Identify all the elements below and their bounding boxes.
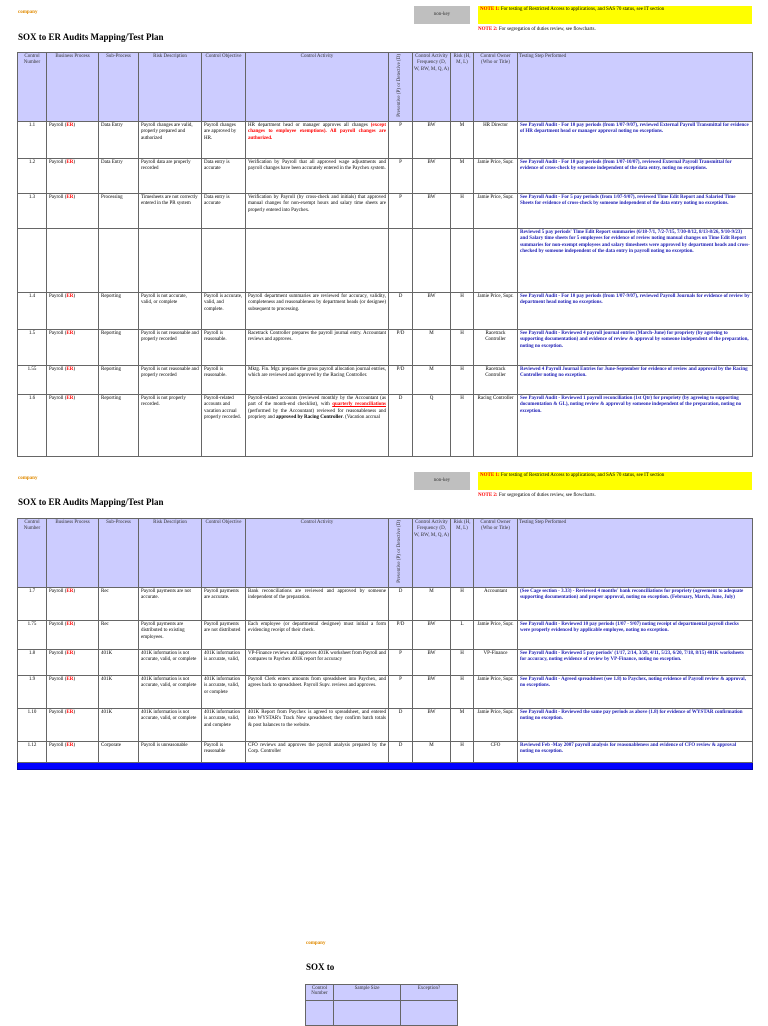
table-footer-bar	[18, 763, 753, 770]
control-activity-cell: Racetrack Controller prepares the payroll journal entry. Accountant reviews and approves.	[246, 330, 389, 366]
sub-process-cell: 401K	[99, 709, 139, 742]
testing-step-cell: See Payroll Audit - Reviewed the same pay periods as above (1.8) for evidence of WYSTAR confirmation noting no exception.	[518, 709, 753, 742]
header-frequency: Control Activity Frequency (D, W, BW, M, Q, A)	[413, 519, 451, 588]
risk-cell: H	[451, 650, 474, 676]
risk-description-cell: Payroll is not properly recorded.	[139, 395, 202, 457]
risk-description-cell: Payroll is unreasonable	[139, 742, 202, 763]
table-row	[18, 395, 753, 457]
header-business-process: Business Process	[47, 53, 99, 122]
preventive-detective-cell: D	[389, 588, 413, 621]
control-number-cell: 1.75	[18, 621, 47, 650]
control-activity-cell: Each employee (or departmental designee) must initial a form evidencing receipt of their check.	[246, 621, 389, 650]
frequency-cell: M	[413, 742, 451, 763]
risk-cell: H	[451, 742, 474, 763]
control-number-cell: 1.9	[18, 676, 47, 709]
header-risk-description: Risk Description	[139, 53, 202, 122]
company-label: company	[18, 10, 38, 15]
header-control-number: Control Number	[18, 53, 47, 122]
sub-process-cell: Reporting	[99, 366, 139, 395]
non-key-badge: non-key	[414, 6, 470, 24]
control-owner-cell: Jamie Price, Supr.	[474, 293, 518, 330]
control-number-cell	[18, 229, 47, 293]
header-control-number: Control Number	[306, 985, 334, 1001]
control-activity-cell: Payroll-related accounts (reviewed monthly by the Accountant (as part of the month-end checklist), with quarterly reconciliations (performed by the Accountant) reviewed for reasonableness and propriety and approved by Racing Controller. (Vacation accrual	[246, 395, 389, 457]
preventive-detective-cell: D	[389, 395, 413, 457]
testing-step-cell: See Payroll Audit - Reviewed 5 pay periods' (1/17, 2/14, 3/28, 4/11, 5/23, 6/20, 7/18, 8/15) 401K worksheets for accuracy, noting evidence of review by VP-Finance, noting no exception.	[518, 650, 753, 676]
page-title-3: SOX to	[306, 962, 335, 972]
control-objective-cell: Payroll payments are accurate.	[202, 588, 246, 621]
test-plan-table-2	[17, 518, 753, 770]
control-number-cell: 1.5	[18, 330, 47, 366]
control-activity-cell: 401K Report from Paychex is agreed to spreadsheet, and entered into WYSTAR's Track Now spreadsheet; they confirm batch totals & post balances to the website.	[246, 709, 389, 742]
control-owner-cell: VP-Finance	[474, 650, 518, 676]
control-owner-cell: Jamie Price, Supr.	[474, 194, 518, 229]
frequency-cell: BW	[413, 709, 451, 742]
header-frequency: Control Activity Frequency (D, W, BW, M, Q, A)	[413, 53, 451, 122]
frequency-cell: Q	[413, 395, 451, 457]
risk-cell: M	[451, 122, 474, 159]
frequency-cell: BW	[413, 194, 451, 229]
table-row	[18, 709, 753, 742]
control-objective-cell: Payroll is accurate, valid, and complete.	[202, 293, 246, 330]
risk-cell: H	[451, 395, 474, 457]
risk-cell: M	[451, 709, 474, 742]
control-activity-cell: Mktg. Fin. Mgr. prepares the gross payroll allocation journal entries, which are reviewed and approved by the Racing Controller.	[246, 366, 389, 395]
control-objective-cell: 401K information is accurate, valid,	[202, 650, 246, 676]
testing-step-cell: Reviewed 4 Payroll Journal Entries for June-September for evidence of review and approval by the Racing Controller noting no exception.	[518, 366, 753, 395]
control-activity-cell: Payroll Clerk enters amounts from spreadsheet into Paychex, and agrees back to spreadsheet. Payroll Supv. reviews and approves.	[246, 676, 389, 709]
sub-process-cell	[99, 229, 139, 293]
business-process-cell: Payroll (ER)	[47, 621, 99, 650]
testing-step-cell: See Payroll Audit - For 5 pay periods (from 1/07-9/07), reviewed Time Edit Report and Salaried Time Sheets for evidence of cross-check by someone independent of the data entry noting no exceptions.	[518, 194, 753, 229]
risk-description-cell: Payroll is not accurate, valid, or complete	[139, 293, 202, 330]
control-number-cell: 1.12	[18, 742, 47, 763]
control-activity-cell: Bank reconciliations are reviewed and approved by someone independent of the preparation.	[246, 588, 389, 621]
sub-process-cell: Reporting	[99, 293, 139, 330]
control-owner-cell: CFO	[474, 742, 518, 763]
header-risk-description: Risk Description	[139, 519, 202, 588]
control-number-cell: 1.10	[18, 709, 47, 742]
table-row	[18, 742, 753, 763]
risk-cell: H	[451, 330, 474, 366]
control-objective-cell: Payroll payments are not distributed	[202, 621, 246, 650]
sub-process-cell: Reporting	[99, 330, 139, 366]
control-objective-cell: Payroll is reasonable.	[202, 330, 246, 366]
frequency-cell	[413, 229, 451, 293]
testing-step-cell: See Payroll Audit - For 10 pay periods (from 1/07-9/07), reviewed Payroll Journals for evidence of review by department head noting no exceptions.	[518, 293, 753, 330]
control-owner-cell: Jamie Price, Supr.	[474, 676, 518, 709]
control-objective-cell: 401K information is accurate, valid, or complete	[202, 676, 246, 709]
testing-step-cell: Reviewed Feb -May 2007 payroll analysis for reasonableness and evidence of CFO review & approval noting no exception.	[518, 742, 753, 763]
business-process-cell: Payroll (ER)	[47, 122, 99, 159]
control-activity-cell: CFO reviews and approves the payroll analysis prepared by the Corp. Controller	[246, 742, 389, 763]
company-label-3: company	[306, 941, 326, 946]
header-control-objective: Control Objective	[202, 519, 246, 588]
frequency-cell: BW	[413, 293, 451, 330]
frequency-cell: BW	[413, 621, 451, 650]
control-number-cell: 1.2	[18, 159, 47, 194]
risk-description-cell	[139, 229, 202, 293]
testing-step-cell: See Payroll Audit - Reviewed 4 payroll journal entries (March-June) for propriety (by agreeing to supporting documentation) and evidence of review & approval by someone independent of the preparation, noting no exception.	[518, 330, 753, 366]
footer-bar-cell	[18, 763, 753, 770]
control-number-cell: 1.8	[18, 650, 47, 676]
testing-step-cell: See Payroll Audit - For 10 pay periods (from 1/07-10/07), reviewed External Payroll Transmittal for evidence of cross-check by someone independent of the data entry, noting no exceptions.	[518, 159, 753, 194]
testing-step-cell: See Payroll Audit - Reviewed 1 payroll reconciliation (1st Qtr) for propriety (by agreeing to supporting documentation & GL), noting review & approval by someone independent of the preparation, noting no exception.	[518, 395, 753, 457]
risk-cell: H	[451, 366, 474, 395]
table-row	[18, 194, 753, 229]
table-row	[18, 588, 753, 621]
preventive-detective-cell	[389, 229, 413, 293]
risk-description-cell: Payroll payments are distributed to existing employees.	[139, 621, 202, 650]
header-control-objective: Control Objective	[202, 53, 246, 122]
test-plan-table	[17, 52, 753, 457]
table-row	[18, 650, 753, 676]
preventive-detective-cell: P/D	[389, 366, 413, 395]
frequency-cell: BW	[413, 159, 451, 194]
control-owner-cell	[474, 229, 518, 293]
risk-description-cell: Payroll is not reasonable and properly recorded	[139, 330, 202, 366]
sub-process-cell: 401K	[99, 650, 139, 676]
control-owner-cell: Jamie Price, Supr.	[474, 709, 518, 742]
header-testing-step: Testing Step Performed	[518, 53, 753, 122]
risk-description-cell: Payroll changes are valid, properly prepared and authorized	[139, 122, 202, 159]
header-testing-step: Testing Step Performed	[518, 519, 753, 588]
control-activity-cell	[246, 229, 389, 293]
header-sample-size: Sample Size	[334, 985, 401, 1001]
control-objective-cell: Payroll-related accounts and vacation accrual properly recorded.	[202, 395, 246, 457]
control-activity-cell: Verification by Payroll (by cross-check and initials) that approved manual changes for non-exempt hours and salary time sheets are properly entered into Paychex.	[246, 194, 389, 229]
risk-description-cell: 401K information is not accurate, valid, or complete	[139, 650, 202, 676]
control-objective-cell: Payroll is reasonable	[202, 742, 246, 763]
table-row	[18, 330, 753, 366]
table-row	[18, 229, 753, 293]
control-number-cell: 1.1	[18, 122, 47, 159]
frequency-cell: BW	[413, 676, 451, 709]
risk-cell: H	[451, 676, 474, 709]
preventive-detective-cell: D	[389, 709, 413, 742]
risk-description-cell: 401K information is not accurate, valid, or complete	[139, 709, 202, 742]
empty-cell	[306, 1001, 334, 1026]
frequency-cell: BW	[413, 650, 451, 676]
note-2: NOTE 2: For segregation of duties review, see flowcharts.	[478, 27, 596, 32]
header-control-owner: Control Owner (Who or Title)	[474, 53, 518, 122]
control-activity-cell: HR department head or manager approves all changes (except changes to employee exemptions). All payroll changes are authorized.	[246, 122, 389, 159]
frequency-cell: M	[413, 330, 451, 366]
control-owner-cell: Jamie Price, Supr.	[474, 621, 518, 650]
sub-process-cell: 401K	[99, 676, 139, 709]
risk-description-cell: Payroll data are properly recorded	[139, 159, 202, 194]
risk-cell: L	[451, 621, 474, 650]
frequency-cell: BW	[413, 122, 451, 159]
header-risk: Risk (H, M, L)	[451, 519, 474, 588]
preventive-detective-cell: P	[389, 159, 413, 194]
note-1: NOTE 1: For testing of Restricted Access to applications, and SAS 70 status, see IT section	[478, 6, 752, 24]
table-row	[18, 621, 753, 650]
page-title-2: SOX to ER Audits Mapping/Test Plan	[18, 497, 164, 507]
testing-step-cell: See Payroll Audit - Agreed spreadsheet (see 1.8) to Paychex, noting evidence of Payroll review & approval, no exceptions.	[518, 676, 753, 709]
control-activity-cell: Payroll department summaries are reviewed for accuracy, validity, completeness and reasonableness by department heads (or designee) subsequent to processing.	[246, 293, 389, 330]
sub-process-cell: Reporting	[99, 395, 139, 457]
control-number-cell: 1.6	[18, 395, 47, 457]
risk-description-cell: Payroll payments are not accurate.	[139, 588, 202, 621]
header-preventive-detective: Preventive (P) or Detective (D)	[389, 519, 413, 588]
table-row	[18, 122, 753, 159]
control-objective-cell: Data entry is accurate	[202, 194, 246, 229]
risk-cell: M	[451, 159, 474, 194]
business-process-cell: Payroll (ER)	[47, 676, 99, 709]
exceptions-table	[305, 984, 458, 1026]
sub-process-cell: Data Entry	[99, 159, 139, 194]
header-sub-process: Sub-Process	[99, 519, 139, 588]
risk-cell: H	[451, 194, 474, 229]
control-number-cell: 1.3	[18, 194, 47, 229]
preventive-detective-cell: P/D	[389, 330, 413, 366]
sub-process-cell: Processing	[99, 194, 139, 229]
business-process-cell	[47, 229, 99, 293]
preventive-detective-cell: P/D	[389, 621, 413, 650]
frequency-cell: M	[413, 588, 451, 621]
non-key-badge-2: non-key	[414, 472, 470, 490]
testing-step-cell: See Payroll Audit - Reviewed 10 pay periods (1/07 - 9/07) noting receipt of departmental payroll checks were properly evidenced by applicable employee, noting no exception.	[518, 621, 753, 650]
table-row	[18, 159, 753, 194]
risk-cell: H	[451, 293, 474, 330]
control-objective-cell	[202, 229, 246, 293]
control-objective-cell: 401K information is accurate, valid, and complete	[202, 709, 246, 742]
testing-step-cell: Reviewed 5 pay periods' Time Edit Report summaries (6/18-7/1, 7/2-7/15, 7/30-8/12, 8/13-8/26, 9/10-9/23) and Salary time sheets for 5 employees for evidence of review noting manual changes on Time Edit Report summaries for non-exempt employees and salary timesheets were approved by department heads and cross-checked by someone independent of the data entry in payroll noting no exception.	[518, 229, 753, 293]
table-row	[18, 676, 753, 709]
control-objective-cell: Payroll changes are approved by HR.	[202, 122, 246, 159]
header-preventive-detective: Preventive (P) or Detective (D)	[389, 53, 413, 122]
header-risk: Risk (H, M, L)	[451, 53, 474, 122]
table-row	[18, 293, 753, 330]
business-process-cell: Payroll (ER)	[47, 293, 99, 330]
risk-cell	[451, 229, 474, 293]
preventive-detective-cell: P	[389, 650, 413, 676]
business-process-cell: Payroll (ER)	[47, 330, 99, 366]
business-process-cell: Payroll (ER)	[47, 588, 99, 621]
empty-cell	[401, 1001, 458, 1026]
header-control-owner: Control Owner (Who or Title)	[474, 519, 518, 588]
header-sub-process: Sub-Process	[99, 53, 139, 122]
sub-process-cell: Rec	[99, 621, 139, 650]
header-exception: Exception?	[401, 985, 458, 1001]
control-owner-cell: Racetrack Controller	[474, 366, 518, 395]
control-owner-cell: Jamie Price, Supr.	[474, 159, 518, 194]
business-process-cell: Payroll (ER)	[47, 366, 99, 395]
business-process-cell: Payroll (ER)	[47, 709, 99, 742]
preventive-detective-cell: P	[389, 676, 413, 709]
business-process-cell: Payroll (ER)	[47, 650, 99, 676]
sub-process-cell: Rec	[99, 588, 139, 621]
business-process-cell: Payroll (ER)	[47, 742, 99, 763]
preventive-detective-cell: P	[389, 122, 413, 159]
business-process-cell: Payroll (ER)	[47, 194, 99, 229]
control-objective-cell: Data entry is accurate	[202, 159, 246, 194]
sub-process-cell: Data Entry	[99, 122, 139, 159]
header-control-number: Control Number	[18, 519, 47, 588]
control-number-cell: 1.55	[18, 366, 47, 395]
control-owner-cell: Accountant	[474, 588, 518, 621]
testing-step-cell: See Payroll Audit - For 10 pay periods (from 1/07-9/07), reviewed External Payroll Transmittal for evidence of HR department head or manager approval noting no exceptions.	[518, 122, 753, 159]
note-2-repeat: NOTE 2: For segregation of duties review, see flowcharts.	[478, 493, 596, 498]
page-title: SOX to ER Audits Mapping/Test Plan	[18, 32, 164, 42]
preventive-detective-cell: P	[389, 194, 413, 229]
risk-description-cell: 401K information is not accurate, valid, or complete	[139, 676, 202, 709]
control-owner-cell: Racing Controller	[474, 395, 518, 457]
header-business-process: Business Process	[47, 519, 99, 588]
control-objective-cell: Payroll is reasonable.	[202, 366, 246, 395]
control-activity-cell: Verification by Payroll that all approved wage adjustments and payroll changes have been accurately entered in the Paychex system.	[246, 159, 389, 194]
preventive-detective-cell: D	[389, 293, 413, 330]
business-process-cell: Payroll (ER)	[47, 395, 99, 457]
control-number-cell: 1.7	[18, 588, 47, 621]
control-owner-cell: HR Director	[474, 122, 518, 159]
risk-description-cell: Payroll is not reasonable and properly recorded	[139, 366, 202, 395]
frequency-cell: M	[413, 366, 451, 395]
company-label-2: company	[18, 476, 38, 481]
risk-cell: H	[451, 588, 474, 621]
control-number-cell: 1.4	[18, 293, 47, 330]
business-process-cell: Payroll (ER)	[47, 159, 99, 194]
control-owner-cell: Racetrack Controller	[474, 330, 518, 366]
empty-cell	[334, 1001, 401, 1026]
table-row	[18, 366, 753, 395]
note-1-repeat: NOTE 1: For testing of Restricted Access to applications, and SAS 70 status, see IT section	[478, 472, 752, 490]
sub-process-cell: Corporate	[99, 742, 139, 763]
preventive-detective-cell: D	[389, 742, 413, 763]
header-control-activity: Control Activity	[246, 53, 389, 122]
testing-step-cell: (See Cage section - 3.33) - Reviewed 4 months' bank reconciliations for propriety (agreement to adequate supporting documentation) and proper approval, noting no exception. (February, March, June, July)	[518, 588, 753, 621]
header-control-activity: Control Activity	[246, 519, 389, 588]
risk-description-cell: Timesheets are not correctly entered in the PR system	[139, 194, 202, 229]
control-activity-cell: VP-Finance reviews and approves 401K worksheet from Payroll and compares to Paychex 401K report for accuracy	[246, 650, 389, 676]
